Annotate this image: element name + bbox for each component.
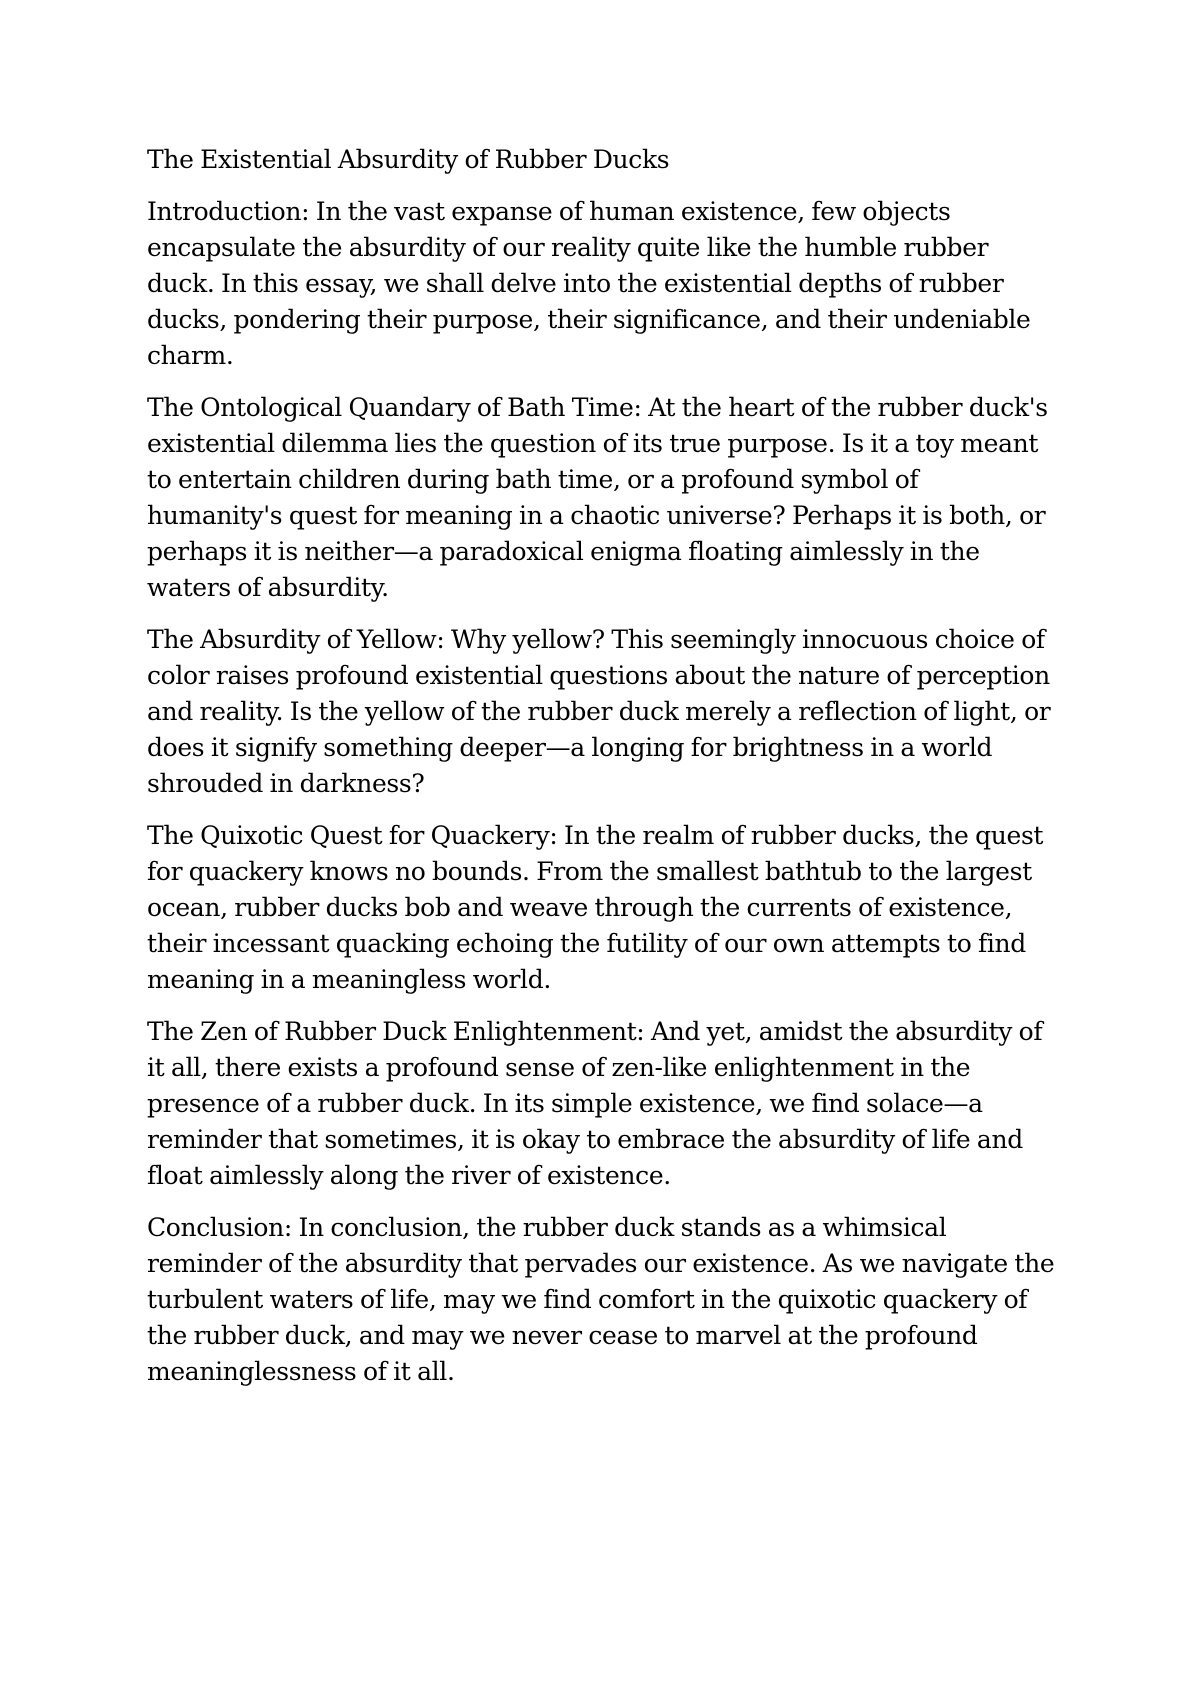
paragraph-conclusion: Conclusion: In conclusion, the rubber duck stands as a whimsical reminder of the absurdity that pervades our existence. As we navigate the turbulent waters of life, may we find comfort in the quixotic quackery of the rubber duck, and may we never cease to marvel at the profound meaninglessness of it all. — [147, 1213, 1055, 1386]
paragraph-introduction: Introduction: In the vast expanse of human existence, few objects encapsulate the absurdity of our reality quite like the humble rubber duck. In this essay, we shall delve into the existential depths of rubber ducks, pondering their purpose, their significance, and their undeniable charm. — [147, 197, 1031, 370]
paragraph-ontological-quandary: The Ontological Quandary of Bath Time: At the heart of the rubber duck's existential dilemma lies the question of its true purpose. Is it a toy meant to entertain children during bath time, or a profound symbol of humanity's quest for meaning in a chaotic universe? Perhaps it is both, or perhaps it is neither—a paradoxical enigma floating aimlessly in the waters of absurdity. — [147, 393, 1048, 602]
paragraph-quixotic-quest: The Quixotic Quest for Quackery: In the realm of rubber ducks, the quest for quackery knows no bounds. From the smallest bathtub to the largest ocean, rubber ducks bob and weave through the currents of existence, their incessant quacking echoing the futility of our own attempts to find meaning in a meaningless world. — [147, 821, 1044, 994]
paragraph-zen-enlightenment: The Zen of Rubber Duck Enlightenment: And yet, amidst the absurdity of it all, there exists a profound sense of zen-like enlightenment in the presence of a rubber duck. In its simple existence, we find solace—a reminder that sometimes, it is okay to embrace the absurdity of life and float aimlessly along the river of existence. — [147, 1017, 1043, 1190]
paragraph-absurdity-of-yellow: The Absurdity of Yellow: Why yellow? This seemingly innocuous choice of color raises profound existential questions about the nature of perception and reality. Is the yellow of the rubber duck merely a reflection of light, or does it signify something deeper—a longing for brightness in a world shrouded in darkness? — [147, 625, 1051, 798]
document-title: The Existential Absurdity of Rubber Ducks — [147, 145, 670, 174]
